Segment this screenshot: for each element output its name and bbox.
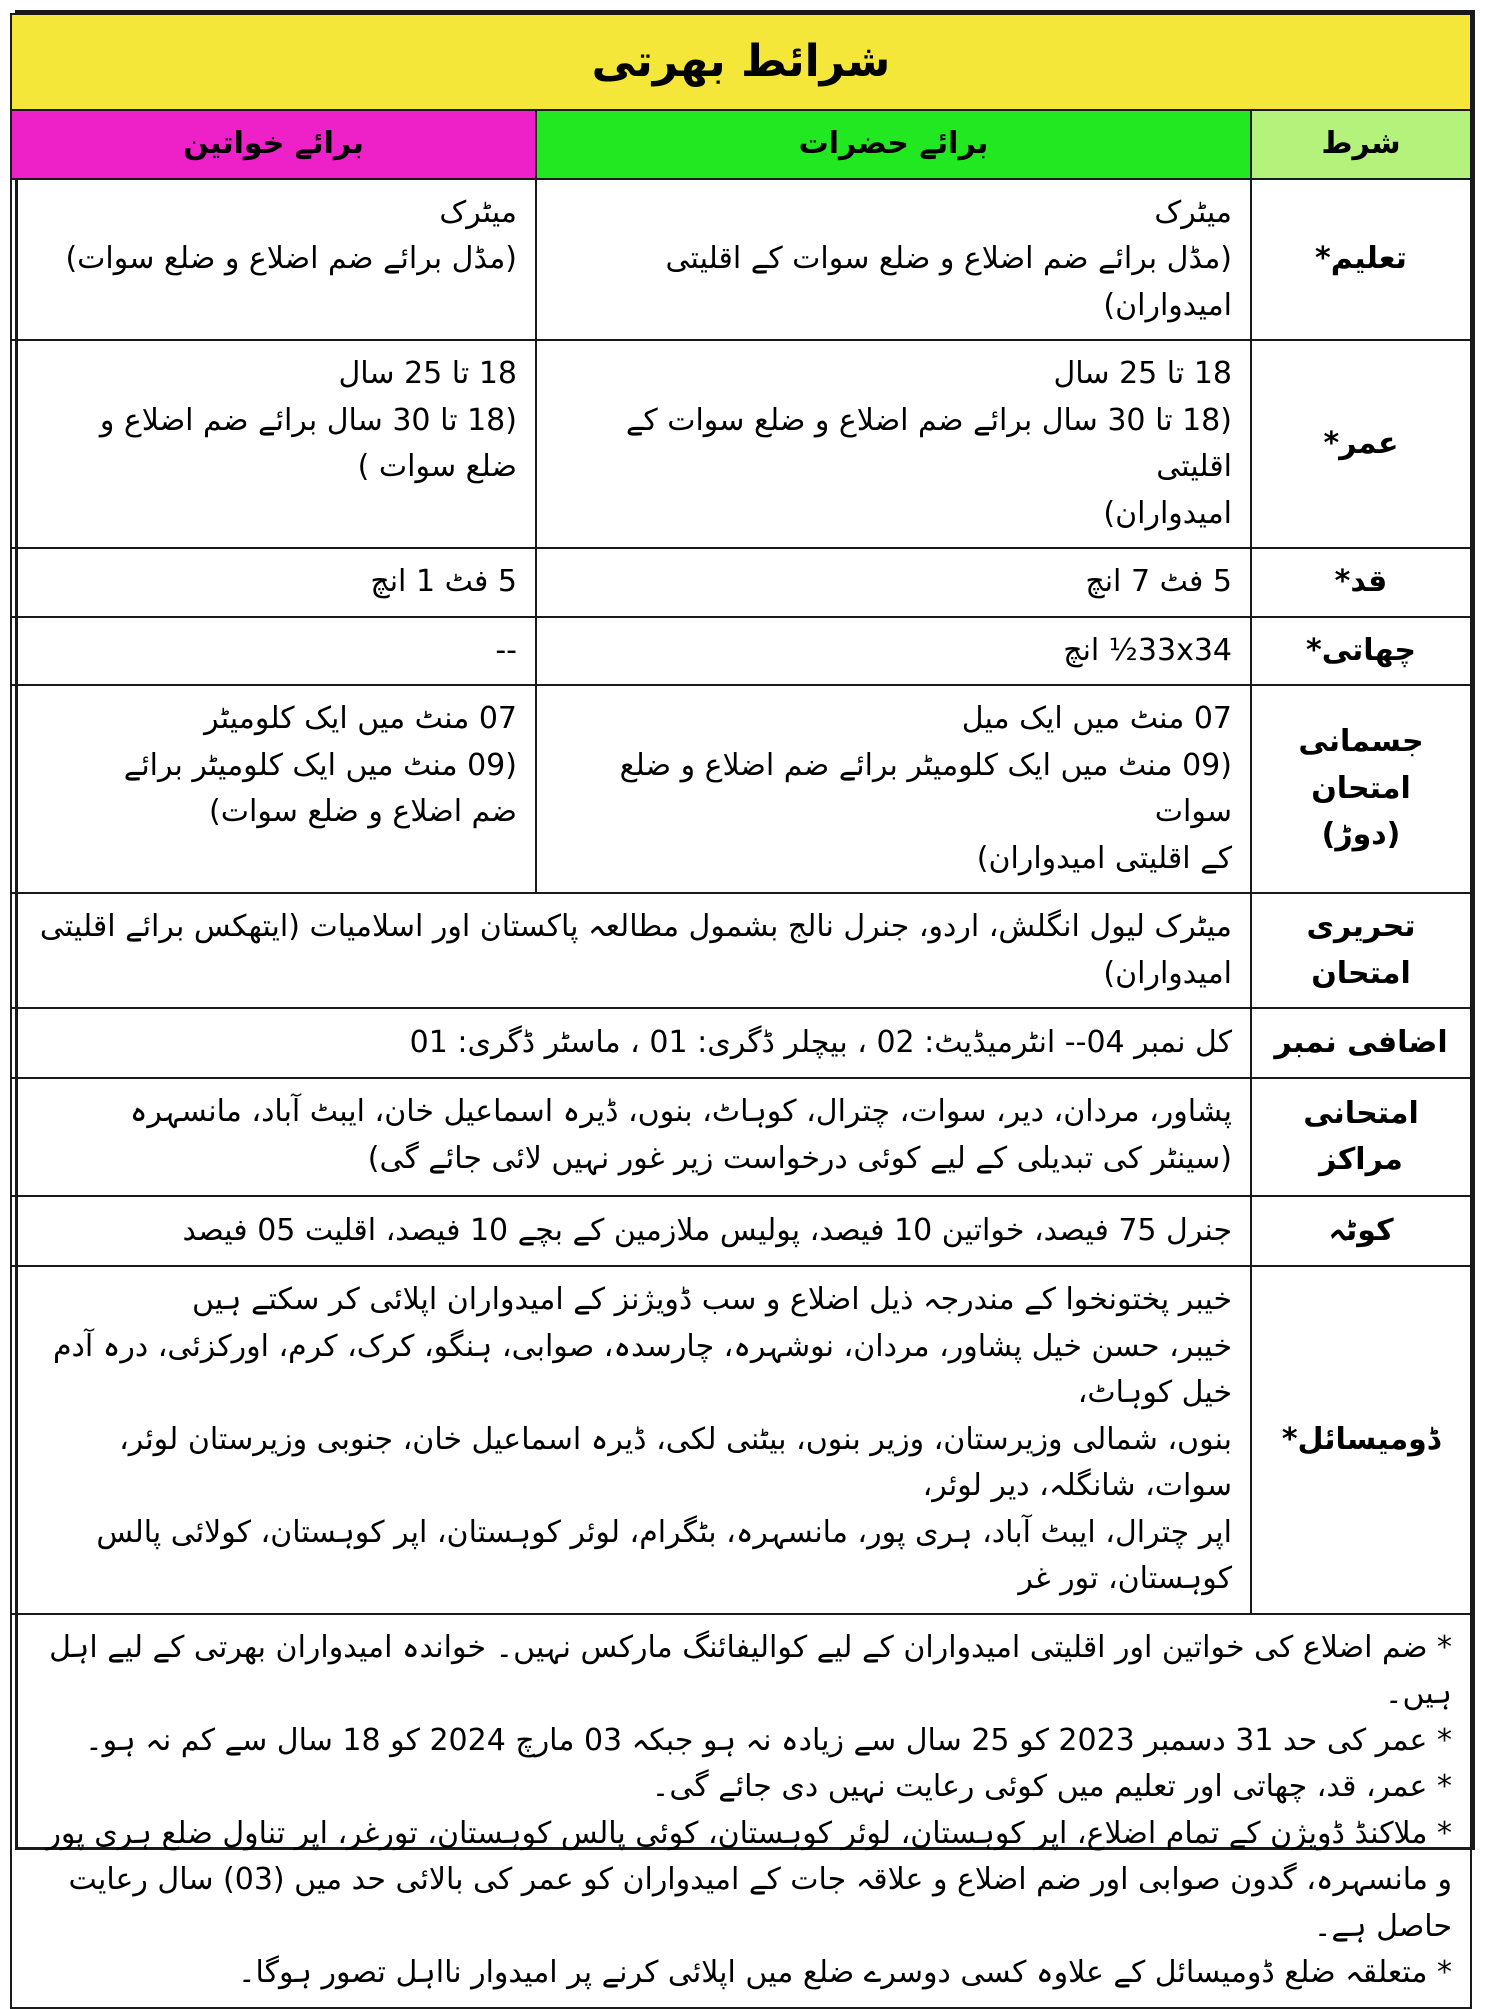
row-quota bbox=[11, 1196, 1471, 1266]
row-extra-marks bbox=[11, 1008, 1471, 1078]
age-men-line: (18 تا 30 سال برائے ضم اضلاع و ضلع سوات کے اقلیتی bbox=[625, 402, 1232, 484]
row-chest bbox=[11, 617, 1471, 686]
recruitment-conditions-sheet bbox=[15, 10, 1475, 1990]
age-women bbox=[11, 340, 536, 548]
age-men-line: امیدواران) bbox=[1103, 495, 1232, 531]
note-item: * عمر کی حد 31 دسمبر 2023 کو 25 سال سے زیادہ نہ ہو جبکہ 03 مارچ 2024 کو 18 سال سے کم نہ ہو۔ bbox=[85, 1722, 1452, 1758]
row-height bbox=[11, 548, 1471, 617]
row-exam-centers bbox=[11, 1078, 1471, 1196]
domicile-line: بنوں، شمالی وزیرستان، وزیر بنوں، بیٹنی لکی، ڈیرہ اسماعیل خان، جنوبی وزیرستان لوئر، سوات، شانگلہ، دیر لوئر، bbox=[119, 1421, 1232, 1503]
age-women-line: ضلع سوات ) bbox=[357, 449, 517, 484]
education-men-line: (مڈل برائے ضم اضلاع و ضلع سوات کے اقلیتی امیدواران) bbox=[665, 241, 1232, 323]
physical-women-line: 07 منٹ میں ایک کلومیٹر bbox=[204, 701, 517, 736]
label-quota: کوٹہ bbox=[1251, 1196, 1471, 1266]
label-extra-marks: اضافی نمبر bbox=[1251, 1008, 1471, 1078]
label-written-test: تحریری امتحان bbox=[1251, 893, 1471, 1008]
row-written-test bbox=[11, 893, 1471, 1008]
header-condition: شرط bbox=[1251, 110, 1471, 179]
conditions-table bbox=[10, 13, 1472, 2009]
row-notes bbox=[11, 1614, 1471, 2008]
physical-men-line: کے اقلیتی امیدواران) bbox=[976, 840, 1232, 876]
height-women: 5 فٹ 1 انچ bbox=[11, 548, 536, 617]
education-women-line: (مڈل برائے ضم اضلاع و ضلع سوات) bbox=[65, 241, 517, 276]
quota-value: جنرل 75 فیصد، خواتین 10 فیصد، پولیس ملازمین کے بچے 10 فیصد، اقلیت 05 فیصد bbox=[11, 1196, 1251, 1266]
age-women-line: (18 تا 30 سال برائے ضم اضلاع و bbox=[99, 402, 517, 438]
extra-marks-value: کل نمبر 04-- انٹرمیڈیٹ: 02 ، بیچلر ڈگری: 01 ، ماسٹر ڈگری: 01 bbox=[11, 1008, 1251, 1078]
note-item: * متعلقہ ضلع ڈومیسائل کے علاوہ کسی دوسرے ضلع میں اپلائی کرنے پر امیدوار نااہل تصور ہوگا۔ bbox=[237, 1955, 1452, 1990]
domicile-value bbox=[11, 1266, 1251, 1614]
physical-test-title: جسمانی امتحان bbox=[1298, 724, 1424, 806]
label-age: عمر* bbox=[1251, 340, 1471, 548]
label-height: قد* bbox=[1251, 548, 1471, 617]
physical-test-sublabel: (دوڑ) bbox=[1321, 817, 1401, 853]
label-exam-centers: امتحانی مراکز bbox=[1251, 1078, 1471, 1196]
height-men: 5 فٹ 7 انچ bbox=[536, 548, 1251, 617]
exam-centers-line: پشاور، مردان، دیر، سوات، چترال، کوہاٹ، بنوں، ڈیرہ اسماعیل خان، ایبٹ آباد، مانسہرہ bbox=[129, 1094, 1232, 1129]
age-men bbox=[536, 340, 1251, 548]
label-domicile: ڈومیسائل* bbox=[1251, 1266, 1471, 1614]
written-test-value: میٹرک لیول انگلش، اردو، جنرل نالج بشمول مطالعہ پاکستان اور اسلامیات (ایتھکس برائے اقلیتی امیدواران) bbox=[11, 893, 1251, 1008]
exam-centers-value bbox=[11, 1078, 1251, 1196]
domicile-line: خیبر پختونخوا کے مندرجہ ذیل اضلاع و سب ڈویژنز کے امیدواران اپلائی کر سکتے ہیں bbox=[192, 1282, 1232, 1317]
row-education bbox=[11, 179, 1471, 341]
title-row bbox=[11, 14, 1471, 110]
header-row bbox=[11, 110, 1471, 179]
row-physical-test bbox=[11, 685, 1471, 893]
label-chest: چھاتی* bbox=[1251, 617, 1471, 686]
note-item: * ضم اضلاع کی خواتین اور اقلیتی امیدواران کے لیے کوالیفائنگ مارکس نہیں۔ خواندہ امیدواران بھرتی کے لیے اہل ہیں۔ bbox=[49, 1629, 1452, 1711]
physical-men-line: 07 منٹ میں ایک میل bbox=[961, 701, 1232, 736]
domicile-line: خیبر، حسن خیل پشاور، مردان، نوشہرہ، چارسدہ، صوابی، ہنگو، کرک، کرم، اورکزئی، درہ آدم خیل کوہاٹ، bbox=[52, 1328, 1232, 1410]
physical-women-line: (09 منٹ میں ایک کلومیٹر برائے bbox=[123, 747, 517, 783]
label-physical-test bbox=[1251, 685, 1471, 893]
header-men: برائے حضرات bbox=[536, 110, 1251, 179]
education-men-line: میٹرک bbox=[1154, 194, 1232, 230]
row-age bbox=[11, 340, 1471, 548]
notes-section bbox=[11, 1614, 1471, 2008]
exam-centers-line: (سینٹر کی تبدیلی کے لیے کوئی درخواست زیر غور نہیں لائی جائے گی) bbox=[367, 1140, 1232, 1176]
row-domicile bbox=[11, 1266, 1471, 1614]
age-women-line: 18 تا 25 سال bbox=[338, 356, 517, 391]
domicile-line: اپر چترال، ایبٹ آباد، ہری پور، مانسہرہ، بٹگرام، لوئر کوہستان، اپر کوہستان، کولائی پالس کوہستان، تور غر bbox=[96, 1514, 1232, 1596]
label-education: تعلیم* bbox=[1251, 179, 1471, 341]
physical-women bbox=[11, 685, 536, 893]
chest-women: -- bbox=[11, 617, 536, 686]
education-men bbox=[536, 179, 1251, 341]
header-women: برائے خواتین bbox=[11, 110, 536, 179]
chest-men: 33x34½ انچ bbox=[536, 617, 1251, 686]
note-item: * ملاکنڈ ڈویژن کے تمام اضلاع، اپر کوہستان، لوئر کوہستان، کوئی پالس کوہستان، تورغر، اپر تناول ضلع ہری پور و مانسہرہ، گدون صوابی اور ضم اضلاع و علاقہ جات کے امیدواران کو عمر کی بالائی حد میں (03) سال رعایت حاصل ہے۔ bbox=[46, 1815, 1452, 1944]
note-item: * عمر، قد، چھاتی اور تعلیم میں کوئی رعایت نہیں دی جائے گی۔ bbox=[651, 1769, 1452, 1804]
physical-men bbox=[536, 685, 1251, 893]
age-men-line: 18 تا 25 سال bbox=[1053, 356, 1232, 391]
education-women-line: میٹرک bbox=[439, 194, 517, 230]
physical-men-line: (09 منٹ میں ایک کلومیٹر برائے ضم اضلاع و ضلع سوات bbox=[619, 747, 1232, 829]
physical-women-line: ضم اضلاع و ضلع سوات) bbox=[209, 794, 517, 829]
education-women bbox=[11, 179, 536, 341]
page-title: شرائط بھرتی bbox=[11, 14, 1471, 110]
